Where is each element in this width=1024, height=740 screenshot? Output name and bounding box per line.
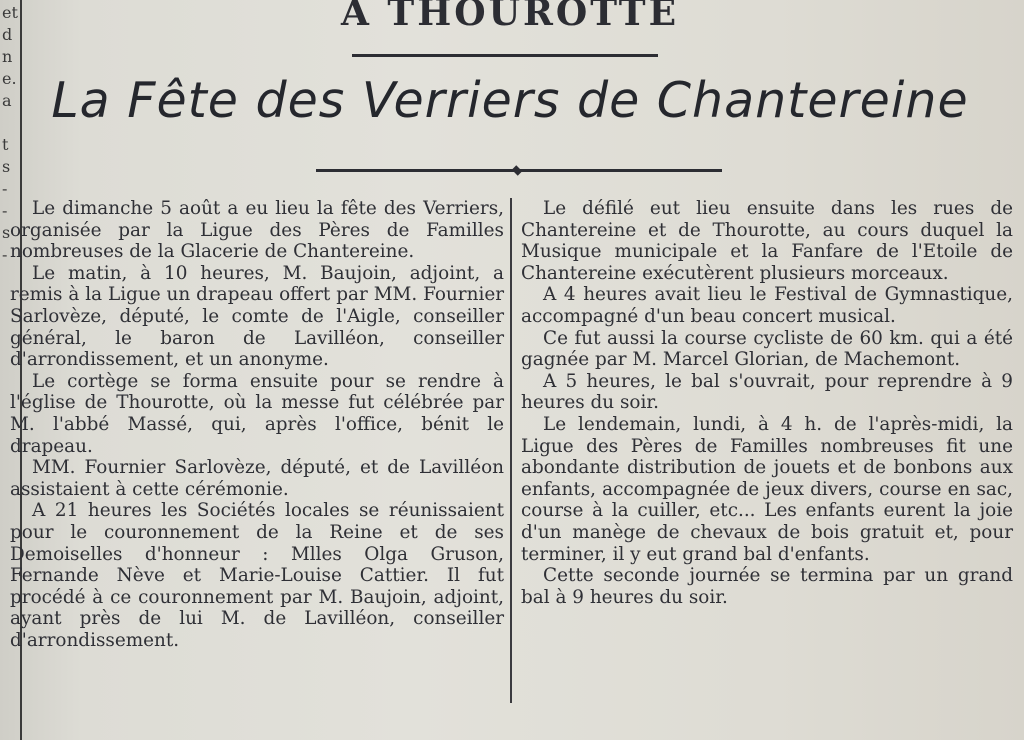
paragraph: MM. Fournier Sarlovèze, député, et de Lavilléon assistaient à cette cérémonie. (10, 457, 504, 500)
ornament-diamond-icon (512, 165, 522, 175)
fragment-line: e. (2, 69, 17, 88)
paragraph: Cette seconde journée se termina par un grand bal à 9 heures du soir. (521, 565, 1013, 608)
fragment-line: - (2, 245, 8, 264)
fragment-line: s (2, 223, 11, 242)
paragraph: Le dimanche 5 août a eu lieu la fête des Verriers, organisée par la Ligue des Pères de Familles nombreuses de la Glacerie de Chantereine. (10, 198, 504, 263)
article-column-right (521, 198, 1013, 608)
fragment-line: et (2, 3, 18, 22)
fragment-line: - (2, 179, 8, 198)
ornamental-rule (316, 166, 722, 174)
fragment-line (0, 110, 20, 132)
column-divider (510, 198, 512, 703)
article-column-left (10, 198, 504, 651)
paragraph: A 21 heures les Sociétés locales se réunissaient pour le couronnement de la Reine et de ses Demoiselles d'honneur : Mlles Olga Gruson, Fernande Nève et Marie-Louise Cattier. Il fut procédé à ce couronnement par M. Baujoin, adjoint, ayant près de lui M. de Lavilléon, conseiller d'arrondissement. (10, 500, 504, 651)
paragraph: Le défilé eut lieu ensuite dans les rues de Chantereine et de Thourotte, au cours duquel la Musique municipale et la Fanfare de l'Etoile de Chantereine exécutèrent plusieurs morceaux. (521, 198, 1013, 284)
fragment-line: t (2, 135, 9, 154)
paragraph: Ce fut aussi la course cycliste de 60 km. qui a été gagnée par M. Marcel Glorian, de Machemont. (521, 327, 1013, 371)
paragraph: A 4 heures avait lieu le Festival de Gymnastique, accompagné d'un beau concert musical. (521, 284, 1013, 327)
fragment-line: s (2, 157, 11, 176)
paragraph: Le matin, à 10 heures, M. Baujoin, adjoint, a remis à la Ligue un drapeau offert par MM. Fournier Sarlovèze, député, le comte de l'Aigle, conseiller général, le baron de Lavilléon, conseiller d'arrondissement, et un anonyme. (10, 262, 504, 371)
article-headline: La Fête des Verriers de Chantereine (51, 72, 969, 129)
paragraph: Le lendemain, lundi, à 4 h. de l'après-midi, la Ligue des Pères de Familles nombreuses fit une abondante distribution de jouets et de bonbons aux enfants, accompagnée de jeux divers, course en sac, course à la cuiller, etc... Les enfants eurent la joie d'un manège de chevaux de bois gratuit et, pour terminer, il y eut grand bal d'enfants. (521, 413, 1013, 565)
fragment-line: - (2, 201, 8, 220)
fragment-line: a (2, 91, 12, 110)
fragment-line: d (2, 25, 13, 44)
paragraph: A 5 heures, le bal s'ouvrait, pour reprendre à 9 heures du soir. (521, 370, 1013, 414)
fragment-line: n (2, 47, 13, 66)
article-kicker: A THOUROTTE (340, 0, 680, 34)
kicker-rule (352, 54, 658, 57)
paragraph: Le cortège se forma ensuite pour se rendre à l'église de Thourotte, où la messe fut célébrée par M. l'abbé Massé, qui, après l'office, bénit le drapeau. (10, 370, 504, 457)
